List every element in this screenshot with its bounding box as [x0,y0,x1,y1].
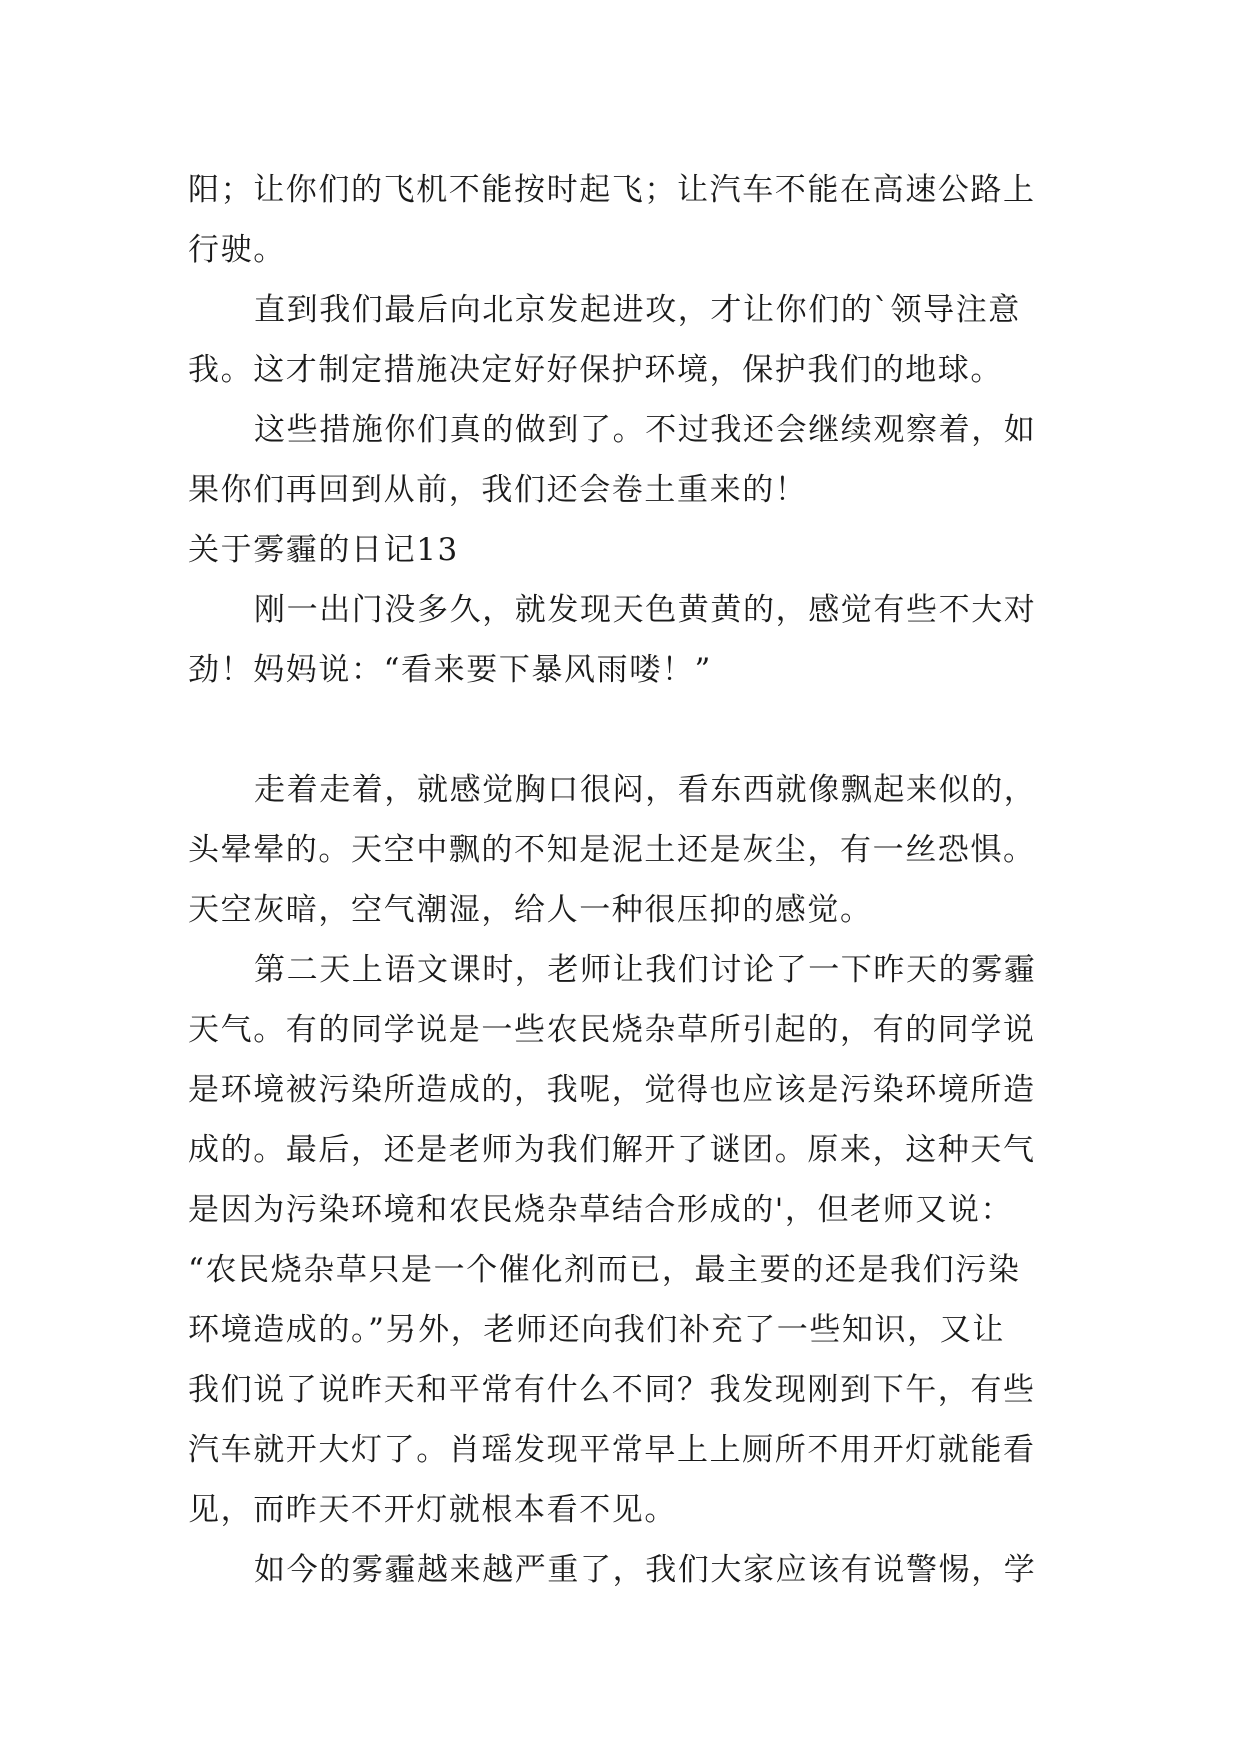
text-line: 这些措施你们真的做到了。不过我还会继续观察着，如 [254,412,1037,448]
text-line: 天气。有的同学说是一些农民烧杂草所引起的，有的同学说 [188,1012,1036,1048]
text-line: 如今的雾霾越来越严重了，我们大家应该有说警惕，学 [254,1552,1037,1588]
paragraph-2 [188,280,1068,400]
text-line: 果你们再回到从前，我们还会卷土重来的！ [188,472,808,508]
text-line: 汽车就开大灯了。肖瑶发现平常早上上厕所不用开灯就能看 [188,1432,1036,1468]
paragraph-5 [188,760,1068,940]
text-line: 头晕晕的。天空中飘的不知是泥土还是灰尘，有一丝恐惧。 [188,832,1036,868]
text-line: 我。这才制定措施决定好好保护环境，保护我们的地球。 [188,352,1003,388]
text-line: 劲！妈妈说：“看来要下暴风雨喽！” [188,652,712,688]
paragraph-1 [188,160,1068,280]
text-line: 是因为污染环境和农民烧杂草结合形成的'，但老师又说： [188,1192,1014,1228]
text-line: 环境造成的。”另外，老师还向我们补充了一些知识，又让 [188,1312,1005,1348]
text-line: “农民烧杂草只是一个催化剂而已，最主要的还是我们污染 [188,1252,1021,1288]
paragraph-4 [188,580,1068,700]
text-line: 我们说了说昨天和平常有什么不同？我发现刚到下午，有些 [188,1372,1036,1408]
text-line: 见，而昨天不开灯就根本看不见。 [188,1492,677,1528]
text-line: 天空灰暗，空气潮湿，给人一种很压抑的感觉。 [188,892,873,928]
text-line: 直到我们最后向北京发起进攻，才让你们的`领导注意 [254,292,1021,328]
paragraph-7 [188,1540,1068,1600]
document-body [188,160,1068,1600]
section-heading [188,520,1068,580]
heading-text: 关于雾霾的日记13 [188,532,459,568]
text-line: 走着走着，就感觉胸口很闷，看东西就像飘起来似的， [254,772,1037,808]
text-line: 阳；让你们的飞机不能按时起飞；让汽车不能在高速公路上 [188,172,1036,208]
paragraph-6 [188,940,1068,1540]
text-line: 刚一出门没多久，就发现天色黄黄的，感觉有些不大对 [254,592,1037,628]
blank-line [188,700,1068,760]
text-line: 是环境被污染所造成的，我呢，觉得也应该是污染环境所造 [188,1072,1036,1108]
text-line: 成的。最后，还是老师为我们解开了谜团。原来，这种天气 [188,1132,1036,1168]
text-line: 第二天上语文课时，老师让我们讨论了一下昨天的雾霾 [254,952,1037,988]
paragraph-3 [188,400,1068,520]
text-line: 行驶。 [188,232,286,268]
